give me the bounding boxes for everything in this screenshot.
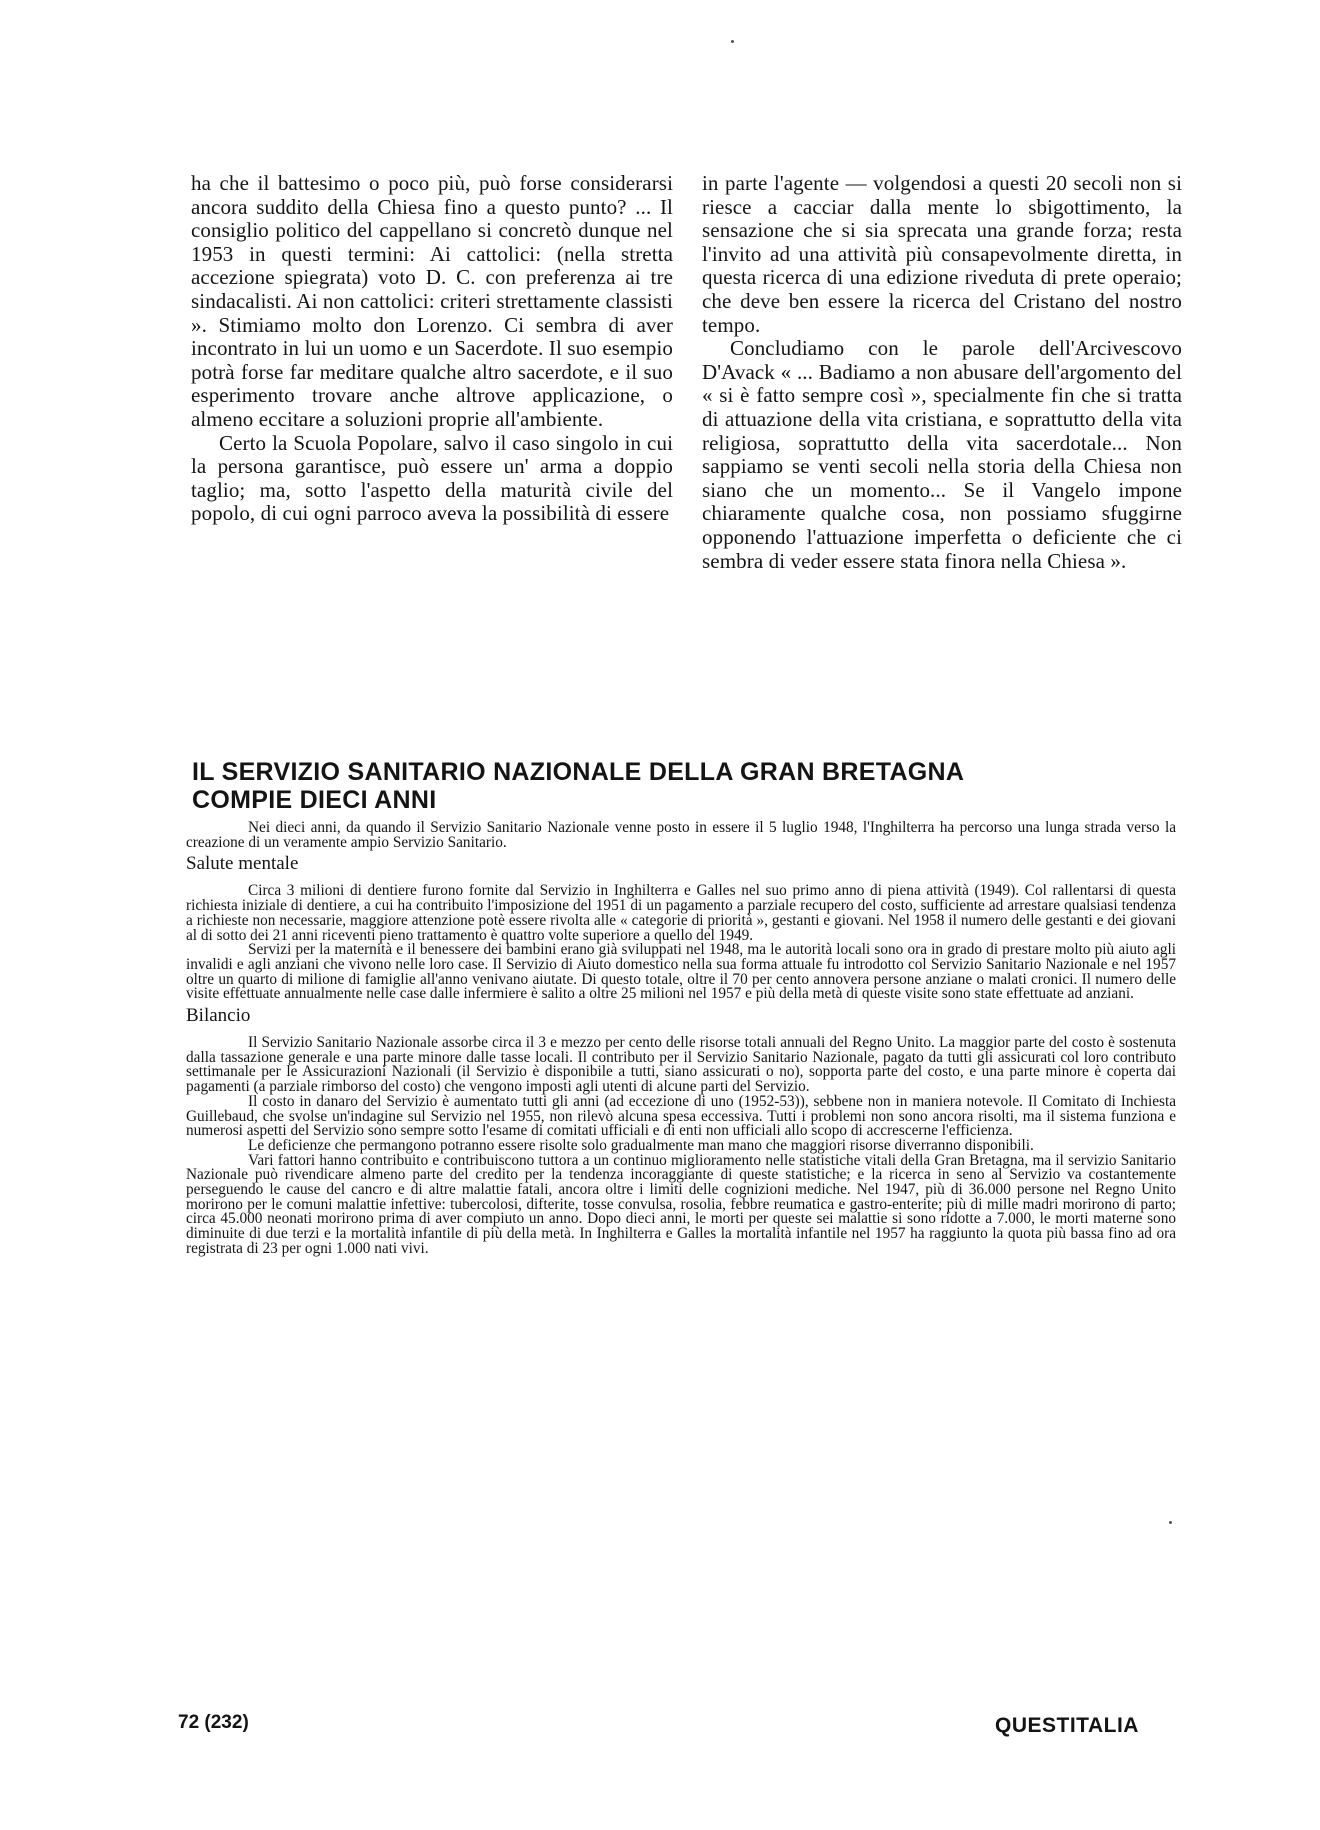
- right-column-paragraph-1: in parte l'agente — volgendosi a questi 20 secoli non si riesce a cacciar dalla mente lo sbigottimento, la sensazione che si sia sprecata una grande forza; resta l'invito ad una attività più consapevolmente diretta, in questa ricerca di una edizione riveduta di prete operaio; che deve ben essere la ricerca del Cristano del nostro tempo.: [702, 171, 1182, 337]
- scan-speck: [1169, 1521, 1172, 1524]
- article-intro: Nei dieci anni, da quando il Servizio Sanitario Nazionale venne posto in essere il 5 luglio 1948, l'Inghilterra ha percorso una lunga strada verso la creazione di un veramente ampio Servizio Sanitario.: [186, 819, 1176, 851]
- left-text-column: [191, 172, 673, 526]
- journal-name: QUESTITALIA: [995, 1714, 1139, 1737]
- section2-paragraph-2: Il costo in danaro del Servizio è aumentato tutti gli anni (ad eccezione di uno (1952-53)), sebbene non in maniera notevole. Il Comitato di Inchiesta Guillebaud, che svolse un'indagine sul Servizio nel 1955, non rilevò alcuna spesa eccessiva. Tutti i problemi non sono ancora risolti, ma il sistema funziona e numerosi aspetti del Servizio sono sempre sotto l'esame di comitati ufficiali e di enti non ufficiali allo scopo di accrescerne l'efficienza.: [186, 1092, 1176, 1140]
- section-heading-salute-mentale: Salute mentale: [186, 853, 299, 875]
- article-title: [192, 758, 1092, 814]
- article-title-line-2: COMPIE DIECI ANNI: [192, 786, 437, 814]
- section2-paragraph-3: Le deficienze che permangono potranno essere risolte solo gradualmente man mano che maggiori risorse diverranno disponibili.: [248, 1136, 1034, 1154]
- page-number: 72 (232): [178, 1712, 249, 1733]
- scan-speck: [731, 40, 734, 43]
- section1-paragraph-1: Circa 3 milioni di dentiere furono fornite dal Servizio in Inghilterra e Galles nel suo primo anno di piena attività (1949). Col rallentarsi di questa richiesta iniziale di dentiere, a cui ha contribuito l'imposizione del 1951 di un pagamento a parziale recupero del costo, sufficiente ad arrestare qualsiasi tendenza a richieste non necessarie, maggiore attenzione potè essere rivolta alle « categorie di priorità », gestanti e giovani. Nel 1958 il numero delle gestanti e dei giovani al di sotto dei 21 anni riceventi pieno trattamento è quattro volte superiore a quello del 1949.: [186, 882, 1176, 944]
- left-column-paragraph-1: ha che il battesimo o poco più, può forse considerarsi ancora suddito della Chiesa fino a questo punto? ... Il consiglio politico del cappellano si concretò dunque nel 1953 in questi termini: Ai cattolici: (nella stretta accezione spiegrata) voto D. C. con preferenza ai tre sindacalisti. Ai non cattolici: criteri strettamente classisti ». Stimiamo molto don Lorenzo. Ci sembra di aver incontrato in lui un uomo e un Sacerdote. Il suo esempio potrà forse far meditare qualche altro sacerdote, e il suo esperimento trovare anche altrove applicazione, o almeno eccitare a soluzioni proprie all'ambiente.: [191, 171, 673, 431]
- section2-paragraph-4: Vari fattori hanno contribuito e contribuiscono tuttora a un continuo miglioramento nelle statistiche vitali della Gran Bretagna, ma il servizio Sanitario Nazionale può rivendicare almeno parte del credito per la tendenza incoraggiante di queste statistiche; e la ricerca in seno al Servizio va costantemente perseguendo le cause del cancro e di altre malattie fatali, ancora oltre i limiti delle cognizioni mediche. Nel 1947, più di 36.000 persone nel Regno Unito morirono per le comuni malattie infettive: tubercolosi, difterite, tosse convulsa, rosolia, febbre reumatica e gastro-enterite; più di mille madri morirono di parto; circa 45.000 neonati morirono prima di aver compiuto un anno. Dopo dieci anni, le morti per queste sei malattie si sono ridotte a 7.000, le morti materne sono diminuite di due terzi e la mortalità infantile di più della metà. In Inghilterra e Galles la mortalità infantile nel 1957 ha raggiunto la quota più bassa fino ad ora registrata di 23 per ogni 1.000 nati vivi.: [186, 1151, 1176, 1257]
- section-heading-bilancio: Bilancio: [186, 1005, 251, 1027]
- article-body: [186, 821, 1176, 1257]
- section1-paragraph-2: Servizi per la maternità e il benessere dei bambini erano già sviluppati nel 1948, ma le autorità locali sono ora in grado di prestare molto più aiuto agli invalidi e agli anziani che vivono nelle loro case. Il Servizio di Aiuto domestico nella sua forma attuale fu introdotto col Servizio Sanitario Nazionale e nel 1957 oltre un quarto di milione di famiglie all'anno venivano aiutate. Di questo totale, oltre il 70 per cento annovera persone anziane o malati cronici. Il numero delle visite effettuate annualmente nelle case dalle infermiere è salito a oltre 25 milioni nel 1957 e più della metà di queste visite sono state effettuate ad anziani.: [186, 941, 1176, 1003]
- right-column-paragraph-2: Concludiamo con le parole dell'Arcivescovo D'Avack « ... Badiamo a non abusare dell'argomento del « si è fatto sempre così », specialmente fin che si tratta di attuazione della vita cristiana, e soprattutto della vita religiosa, soprattutto della vita sacerdotale... Non sappiamo se venti secoli nella storia della Chiesa non siano che un momento... Se il Vangelo impone chiaramente qualche cosa, non possiamo sfuggirne opponendo l'attuazione imperfetta o deficiente che ci sembra di veder essere stata finora nella Chiesa ».: [702, 336, 1182, 573]
- left-column-paragraph-2: Certo la Scuola Popolare, salvo il caso singolo in cui la persona garantisce, può essere un' arma a doppio taglio; ma, sotto l'aspetto della maturità civile del popolo, di cui ogni parroco aveva la possibilità di essere: [191, 430, 673, 526]
- article-title-line-1: IL SERVIZIO SANITARIO NAZIONALE DELLA GRAN BRETAGNA: [192, 758, 965, 786]
- right-text-column: [702, 172, 1182, 573]
- section2-paragraph-1: Il Servizio Sanitario Nazionale assorbe circa il 3 e mezzo per cento delle risorse totali annuali del Regno Unito. La maggior parte del costo è sostenuta dalla tassazione generale e una parte minore dalle tasse locali. Il contributo per il Servizio Sanitario Nazionale, pagato da tutti gli assicurati col loro contributo settimanale per le Assicurazioni Nazionali (il Servizio è disponibile a tutti, siano assicurati o no), sopporta parte del costo, e una parte minore è coperta dai pagamenti (a parziale rimborso del costo) che vengono imposti agli utenti di alcune parti del Servizio.: [186, 1034, 1176, 1096]
